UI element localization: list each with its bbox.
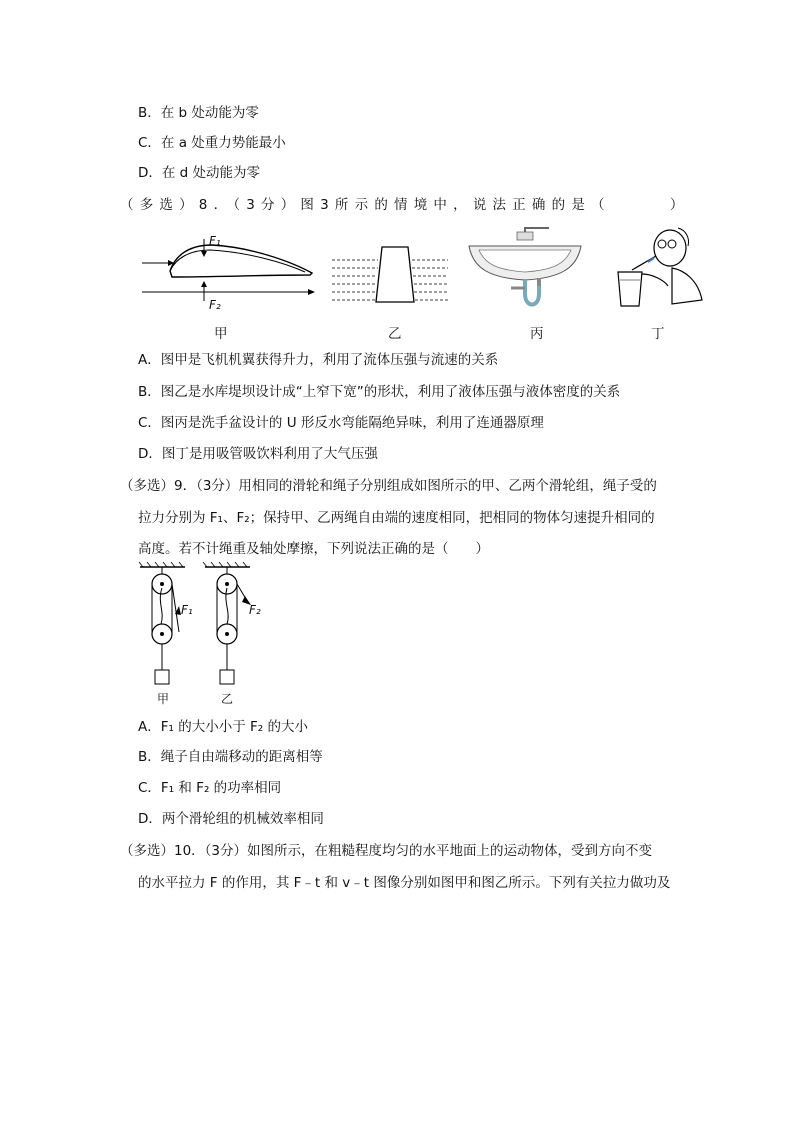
wing-f2-label: F₂ — [209, 298, 221, 312]
dam-figure — [330, 244, 450, 304]
fig-label-ding: 丁 — [651, 326, 665, 342]
q9-stem-line-2: 拉力分别为 F₁、F₂；保持甲、乙两绳自由端的速度相同，把相同的物体匀速提升相同的 — [138, 510, 655, 526]
q9-option-b: B．绳子自由端移动的距离相等 — [138, 749, 323, 765]
q8-option-b: B．图乙是水库堤坝设计成“上窄下宽”的形状，利用了液体压强与液体密度的关系 — [138, 384, 621, 400]
pulley-figure — [135, 562, 275, 692]
q7-option-c: C．在 a 处重力势能最小 — [138, 135, 286, 151]
q9-stem-line-1: （多选）9．（3分）用相同的滑轮和绳子分别组成如图所示的甲、乙两个滑轮组，绳子受的 — [120, 478, 657, 494]
q7-option-b: B．在 b 处动能为零 — [138, 105, 259, 121]
q9-option-d: D．两个滑轮组的机械效率相同 — [138, 811, 324, 827]
drinking-figure — [612, 224, 712, 314]
q7-option-d: D．在 d 处动能为零 — [138, 165, 261, 181]
q8-option-d: D．图丁是用吸管吸饮料利用了大气压强 — [138, 446, 378, 462]
q9-stem-line-3: 高度。若不计绳重及轴处摩擦，下列说法正确的是（ ） — [138, 541, 489, 557]
pulley-f2-label: F₂ — [249, 603, 261, 617]
q9-option-c: C．F₁ 和 F₂ 的功率相同 — [138, 780, 282, 796]
pulley-label-yi: 乙 — [221, 692, 234, 706]
q8-stem: （多选）8．（3分）图3所示的情境中，说法正确的是（ ） — [120, 197, 690, 213]
q8-option-c: C．图丙是洗手盆设计的 U 形反水弯能隔绝异味，利用了连通器原理 — [138, 415, 544, 431]
fig-label-yi: 乙 — [388, 326, 402, 342]
wing-f1-label: F₁ — [209, 234, 221, 248]
fig-label-bing: 丙 — [530, 326, 544, 342]
pulley-label-jia: 甲 — [157, 692, 170, 706]
basin-figure — [465, 228, 585, 313]
q8-option-a: A．图甲是飞机机翼获得升力，利用了流体压强与流速的关系 — [138, 352, 499, 368]
q10-stem-line-2: 的水平拉力 F 的作用，其 F﹣t 和 v﹣t 图像分别如图甲和图乙所示。下列有关拉力做功及 — [138, 875, 671, 891]
wing-figure — [140, 233, 320, 313]
q10-stem-line-1: （多选）10．（3分）如图所示，在粗糙程度均匀的水平地面上的运动物体，受到方向不变 — [120, 843, 653, 859]
fig-label-jia: 甲 — [214, 326, 228, 342]
pulley-f1-label: F₁ — [181, 603, 193, 617]
q9-option-a: A．F₁ 的大小小于 F₂ 的大小 — [138, 719, 308, 735]
